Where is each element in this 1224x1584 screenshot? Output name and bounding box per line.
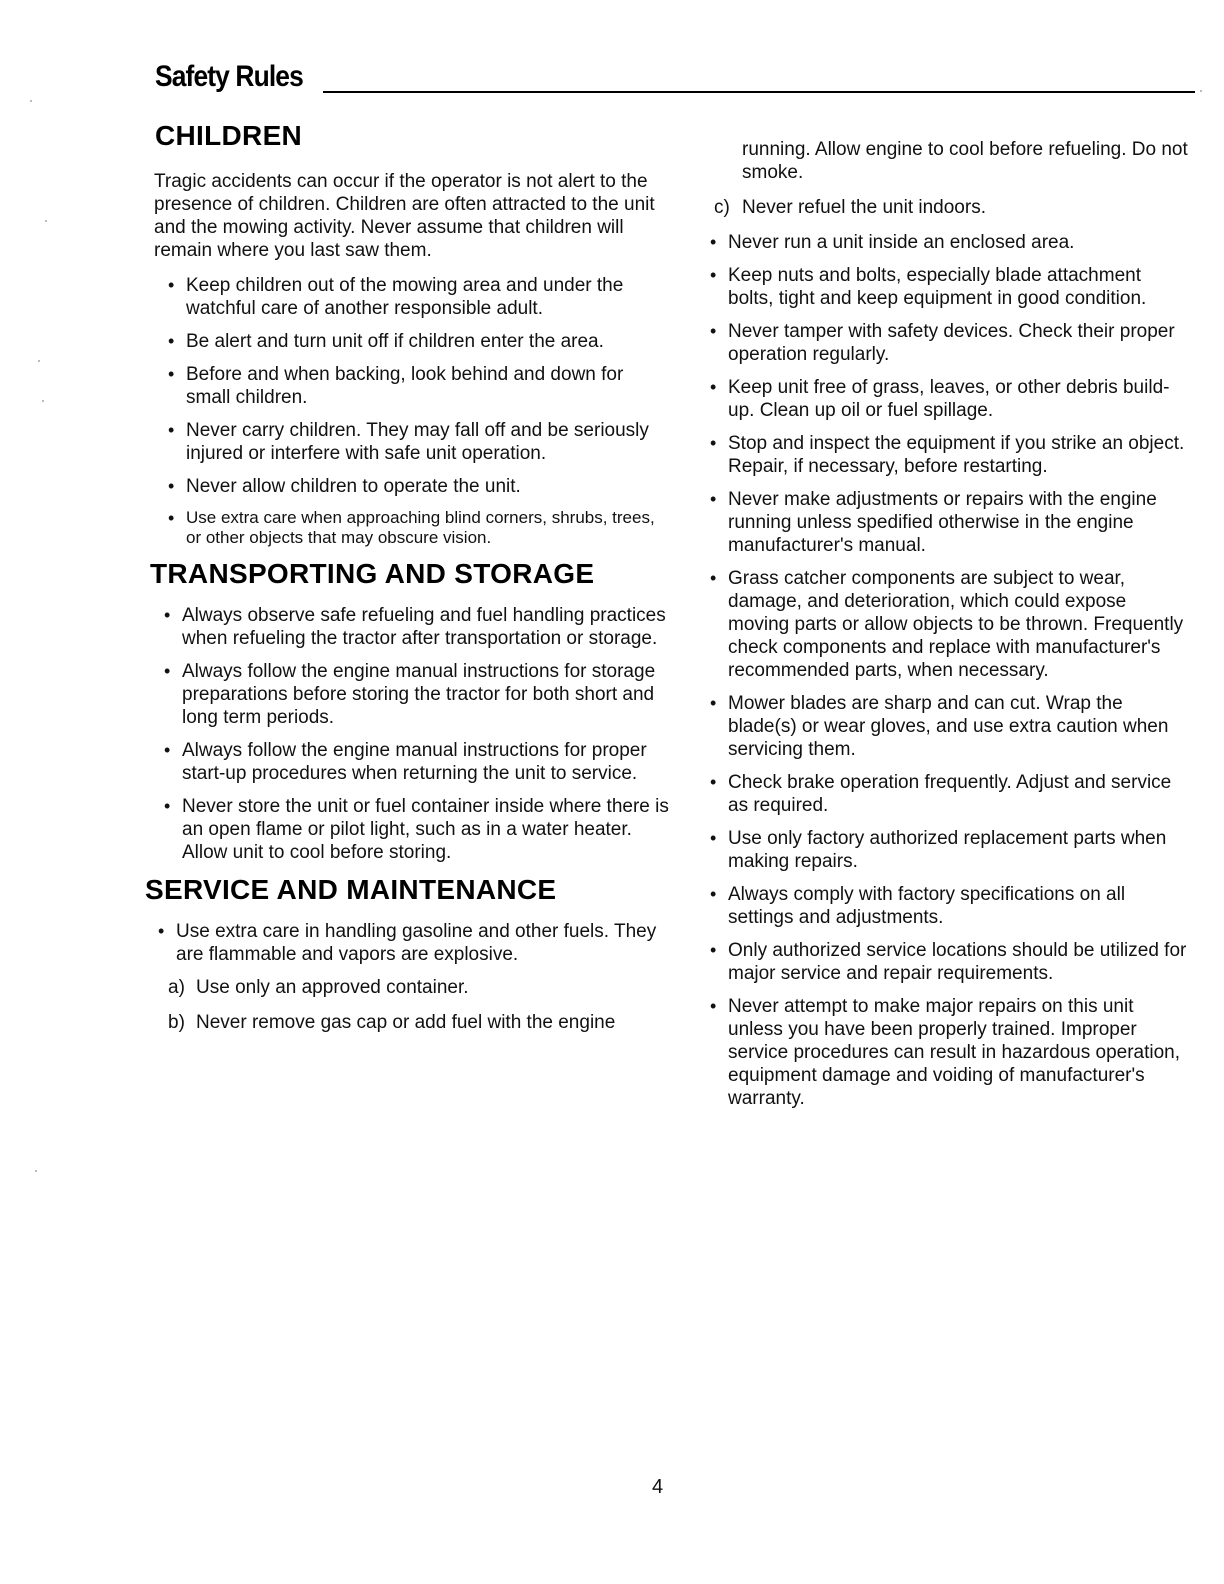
list-item: • Stop and inspect the equipment if you strike an object. Repair, if necessary, before restarting. <box>700 432 1190 478</box>
list-item: • Never store the unit or fuel container inside where there is an open flame or pilot light, such as in a water heater. Allow unit to cool before storing. <box>154 795 670 864</box>
list-item: • Never carry children. They may fall off and be seriously injured or interfere with safe unit operation. <box>158 419 670 465</box>
list-item: • Always follow the engine manual instructions for proper start-up procedures when returning the unit to service. <box>154 739 670 785</box>
continued-text: running. Allow engine to cool before refueling. Do not smoke. <box>742 139 1188 183</box>
children-intro: Tragic accidents can occur if the operator is not alert to the presence of children. Children are often attracted to the unit and the mowing activity. Never assume that children will remain where you last saw them. <box>154 171 655 261</box>
item-text: Use only an approved container. <box>196 977 469 998</box>
transport-list <box>154 604 670 864</box>
service-list-left <box>148 920 670 1034</box>
list-item: • Keep children out of the mowing area and under the watchful care of another responsible adult. <box>158 274 670 320</box>
item-marker: a) <box>168 977 185 998</box>
list-item: • Only authorized service locations should be utilized for major service and repair requirements. <box>700 939 1190 985</box>
list-item: • Use extra care in handling gasoline and other fuels. They are flammable and vapors are explosive. <box>148 920 670 966</box>
title-rule <box>323 91 1195 93</box>
section-children <box>150 120 670 548</box>
left-column <box>145 120 670 1046</box>
section-service <box>145 874 670 1034</box>
section-transporting <box>150 558 670 864</box>
header <box>155 60 1195 106</box>
list-item: • Never make adjustments or repairs with the engine running unless spedified otherwise in the engine manufacturer's manual. <box>700 488 1190 557</box>
item-marker: b) <box>168 1012 185 1033</box>
list-item: • Never allow children to operate the unit. <box>158 475 670 498</box>
scan-speck <box>1200 90 1202 92</box>
transport-heading: TRANSPORTING AND STORAGE <box>150 558 595 589</box>
list-item: • Before and when backing, look behind and down for small children. <box>158 363 670 409</box>
list-item: • Check brake operation frequently. Adjust and service as required. <box>700 771 1190 817</box>
service-list-right <box>700 196 1190 1110</box>
list-item: • Always observe safe refueling and fuel handling practices when refueling the tractor after transportation or storage. <box>154 604 670 650</box>
right-column <box>700 138 1190 1120</box>
service-heading: SERVICE AND MAINTENANCE <box>145 874 557 905</box>
children-list <box>158 274 670 548</box>
item-text: Never refuel the unit indoors. <box>742 197 986 218</box>
list-item <box>148 976 670 999</box>
page-title: Safety Rules <box>155 60 303 93</box>
list-item <box>148 1011 670 1034</box>
scan-speck <box>38 360 40 362</box>
list-item: • Use only factory authorized replacement parts when making repairs. <box>700 827 1190 873</box>
list-item <box>700 196 1190 219</box>
list-item: • Keep nuts and bolts, especially blade attachment bolts, tight and keep equipment in good condition. <box>700 264 1190 310</box>
list-item: • Grass catcher components are subject to wear, damage, and deterioration, which could expose moving parts or allow objects to be thrown. Frequently check components and replace with manufacturer's recommended parts, when necessary. <box>700 567 1190 682</box>
item-text: Never remove gas cap or add fuel with the engine <box>196 1012 616 1033</box>
page-number: 4 <box>652 1476 664 1498</box>
scan-speck <box>45 220 47 222</box>
scan-speck <box>30 100 32 102</box>
scan-speck <box>35 1170 37 1172</box>
list-item: • Always comply with factory specifications on all settings and adjustments. <box>700 883 1190 929</box>
list-item: • Use extra care when approaching blind corners, shrubs, trees, or other objects that may obscure vision. <box>158 508 670 548</box>
list-item: • Be alert and turn unit off if children enter the area. <box>158 330 670 353</box>
list-item: • Never run a unit inside an enclosed area. <box>700 231 1190 254</box>
children-heading: CHILDREN <box>155 120 303 151</box>
list-item: • Never tamper with safety devices. Check their proper operation regularly. <box>700 320 1190 366</box>
list-item: • Always follow the engine manual instructions for storage preparations before storing the tractor for both short and long term periods. <box>154 660 670 729</box>
scan-speck <box>42 400 44 402</box>
list-item: • Mower blades are sharp and can cut. Wrap the blade(s) or wear gloves, and use extra caution when servicing them. <box>700 692 1190 761</box>
item-marker: c) <box>714 197 730 218</box>
list-item: • Never attempt to make major repairs on this unit unless you have been properly trained. Improper service procedures can result in hazardous operation, equipment damage and voiding of manufacturer's warranty. <box>700 995 1190 1110</box>
list-item: • Keep unit free of grass, leaves, or other debris build-up. Clean up oil or fuel spillage. <box>700 376 1190 422</box>
